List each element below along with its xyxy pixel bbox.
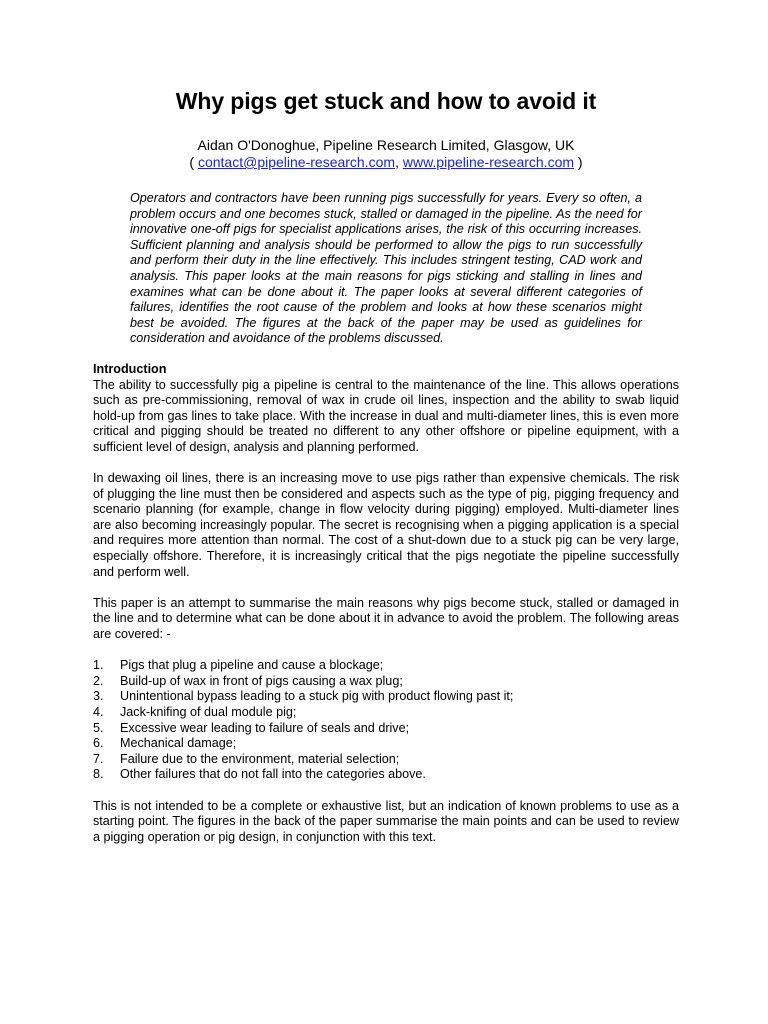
- website-link[interactable]: www.pipeline-research.com: [402, 154, 575, 170]
- paper-title: Why pigs get stuck and how to avoid it: [175, 88, 597, 114]
- list-number: 5.: [93, 720, 104, 735]
- intro-paragraph-3: This paper is an attempt to summarise the main reasons why pigs become stuck, stalled or damaged in the line and to determine what can be done about it in advance to avoid the problem. The following areas are covered: -: [93, 595, 679, 642]
- list-text: Excessive wear leading to failure of seals and drive;: [120, 720, 410, 735]
- list-item: [93, 674, 679, 690]
- list-item: [93, 736, 679, 752]
- list-text: Other failures that do not fall into the categories above.: [120, 767, 426, 782]
- list-item: [93, 767, 679, 783]
- list-text: Unintentional bypass leading to a stuck pig with product flowing past it;: [120, 689, 514, 704]
- abstract: Operators and contractors have been running pigs successfully for years. Every so often, a problem occurs and one becomes stuck, stalled or damaged in the pipeline. As the need for innovative one-off pigs for specialist applications arises, the risk of this occurring increases. Sufficient planning and analysis should be performed to allow the pigs to run successfully and perform their duty in the line effectively. This includes stringent testing, CAD work and analysis. This paper looks at the main reasons for pigs sticking and stalling in lines and examines what can be done about it. The paper looks at several different categories of failures, identifies the root cause of the problem and looks at how these scenarios might best be avoided. The figures at the back of the paper may be used as guidelines for consideration and avoidance of the problems discussed.: [130, 191, 642, 346]
- list-item: [93, 752, 679, 768]
- covered-areas-list: [93, 658, 679, 783]
- intro-paragraph-2: In dewaxing oil lines, there is an increasing move to use pigs rather than expensive chemicals. The risk of plugging the line must then be considered and aspects such as the type of pig, pigging frequency and scenario planning (for example, change in flow velocity during pigging) employed. Multi-diameter lines are also becoming increasingly popular. The secret is recognising when a pigging application is a special and requires more attention than normal. The cost of a shut-down due to a stuck pig can be very large, especially offshore. Therefore, it is increasingly critical that the pigs negotiate the pipeline successfully and perform well.: [93, 471, 679, 579]
- contact-open: (: [189, 154, 198, 170]
- list-item: [93, 658, 679, 674]
- introduction-heading: Introduction: [93, 361, 167, 376]
- list-number: 6.: [93, 736, 104, 751]
- closing-paragraph: This is not intended to be a complete or exhaustive list, but an indication of known problems to use as a starting point. The figures in the back of the paper summarise the main points and can be used to review a pigging operation or pig design, in conjunction with this text.: [93, 798, 679, 844]
- email-link[interactable]: contact@pipeline-research.com: [197, 154, 396, 170]
- list-text: Mechanical damage;: [120, 736, 237, 751]
- contact-line: [93, 154, 679, 171]
- list-number: 3.: [93, 689, 104, 704]
- list-item: [93, 705, 679, 721]
- list-number: 4.: [93, 705, 104, 719]
- list-text: Jack-knifing of dual module pig;: [120, 705, 297, 719]
- list-number: 1.: [93, 658, 104, 673]
- list-text: Build-up of wax in front of pigs causing a wax plug;: [120, 673, 403, 688]
- list-number: 7.: [93, 751, 104, 766]
- list-text: Pigs that plug a pipeline and cause a blockage;: [120, 658, 384, 673]
- contact-close: ): [574, 154, 583, 170]
- list-text: Failure due to the environment, material selection;: [120, 751, 400, 766]
- contact-sep: ,: [395, 154, 403, 170]
- list-item: [93, 721, 679, 737]
- list-number: 8.: [93, 767, 104, 782]
- paper-page: [93, 88, 679, 845]
- list-item: [93, 689, 679, 705]
- author-line: Aidan O'Donoghue, Pipeline Research Limited, Glasgow, UK: [197, 137, 575, 153]
- list-number: 2.: [93, 673, 104, 688]
- intro-paragraph-1: The ability to successfully pig a pipeline is central to the maintenance of the line. This allows operations such as pre-commissioning, removal of wax in crude oil lines, inspection and the ability to swab liquid hold-up from gas lines to take place. With the increase in dual and multi-diameter lines, this is even more critical and pigging should be treated no different to any other offshore or pipeline equipment, with a sufficient level of design, analysis and planning performed.: [93, 377, 679, 454]
